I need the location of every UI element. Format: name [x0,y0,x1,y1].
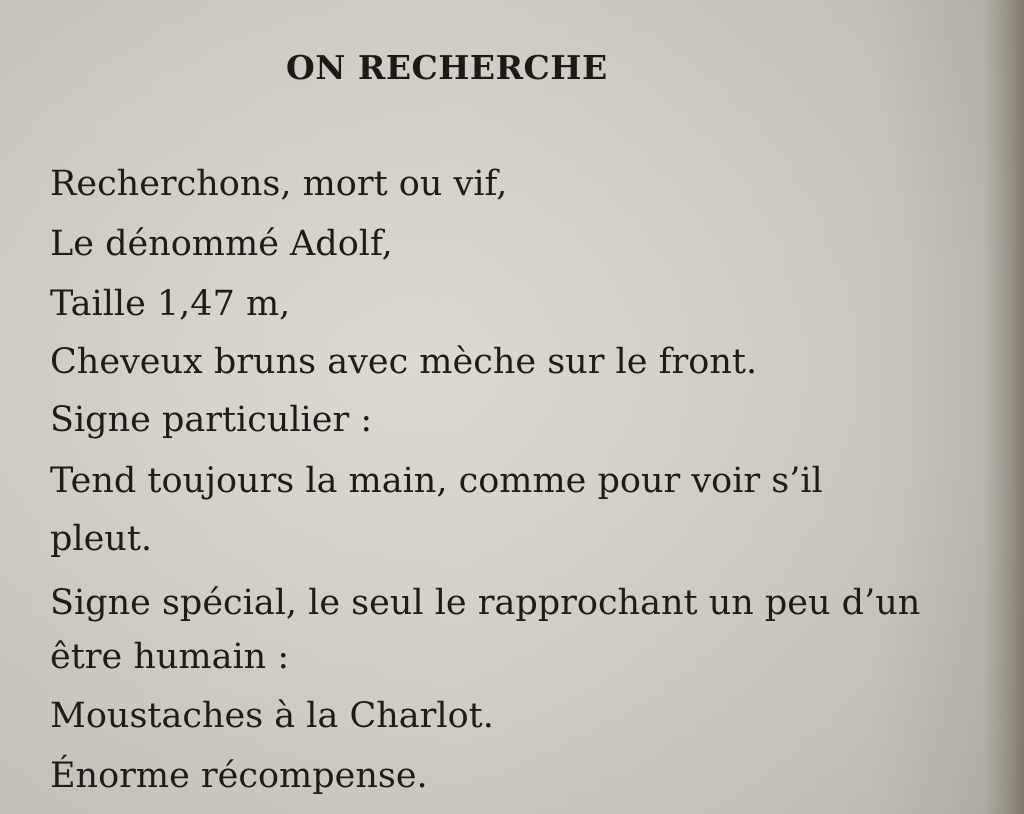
poem-line: Moustaches à la Charlot. [50,696,494,736]
poem-line: Cheveux bruns avec mèche sur le front. [50,342,758,382]
poem-line: pleut. [50,519,153,559]
poem-line: Recherchons, mort ou vif, [50,164,508,204]
poem-title: ON RECHERCHE [286,48,608,87]
poem-line: être humain : [50,637,290,677]
poem-line: Taille 1,47 m, [50,284,291,324]
poem-line: Le dénommé Adolf, [50,224,393,264]
poem-line: Tend toujours la main, comme pour voir s’il [50,461,823,501]
page-gutter-shadow [984,0,1024,814]
poem-line: Énorme récompense. [50,756,428,796]
poem-line: Signe particulier : [50,400,373,440]
poem-line: Signe spécial, le seul le rapprochant un peu d’un [50,583,921,623]
